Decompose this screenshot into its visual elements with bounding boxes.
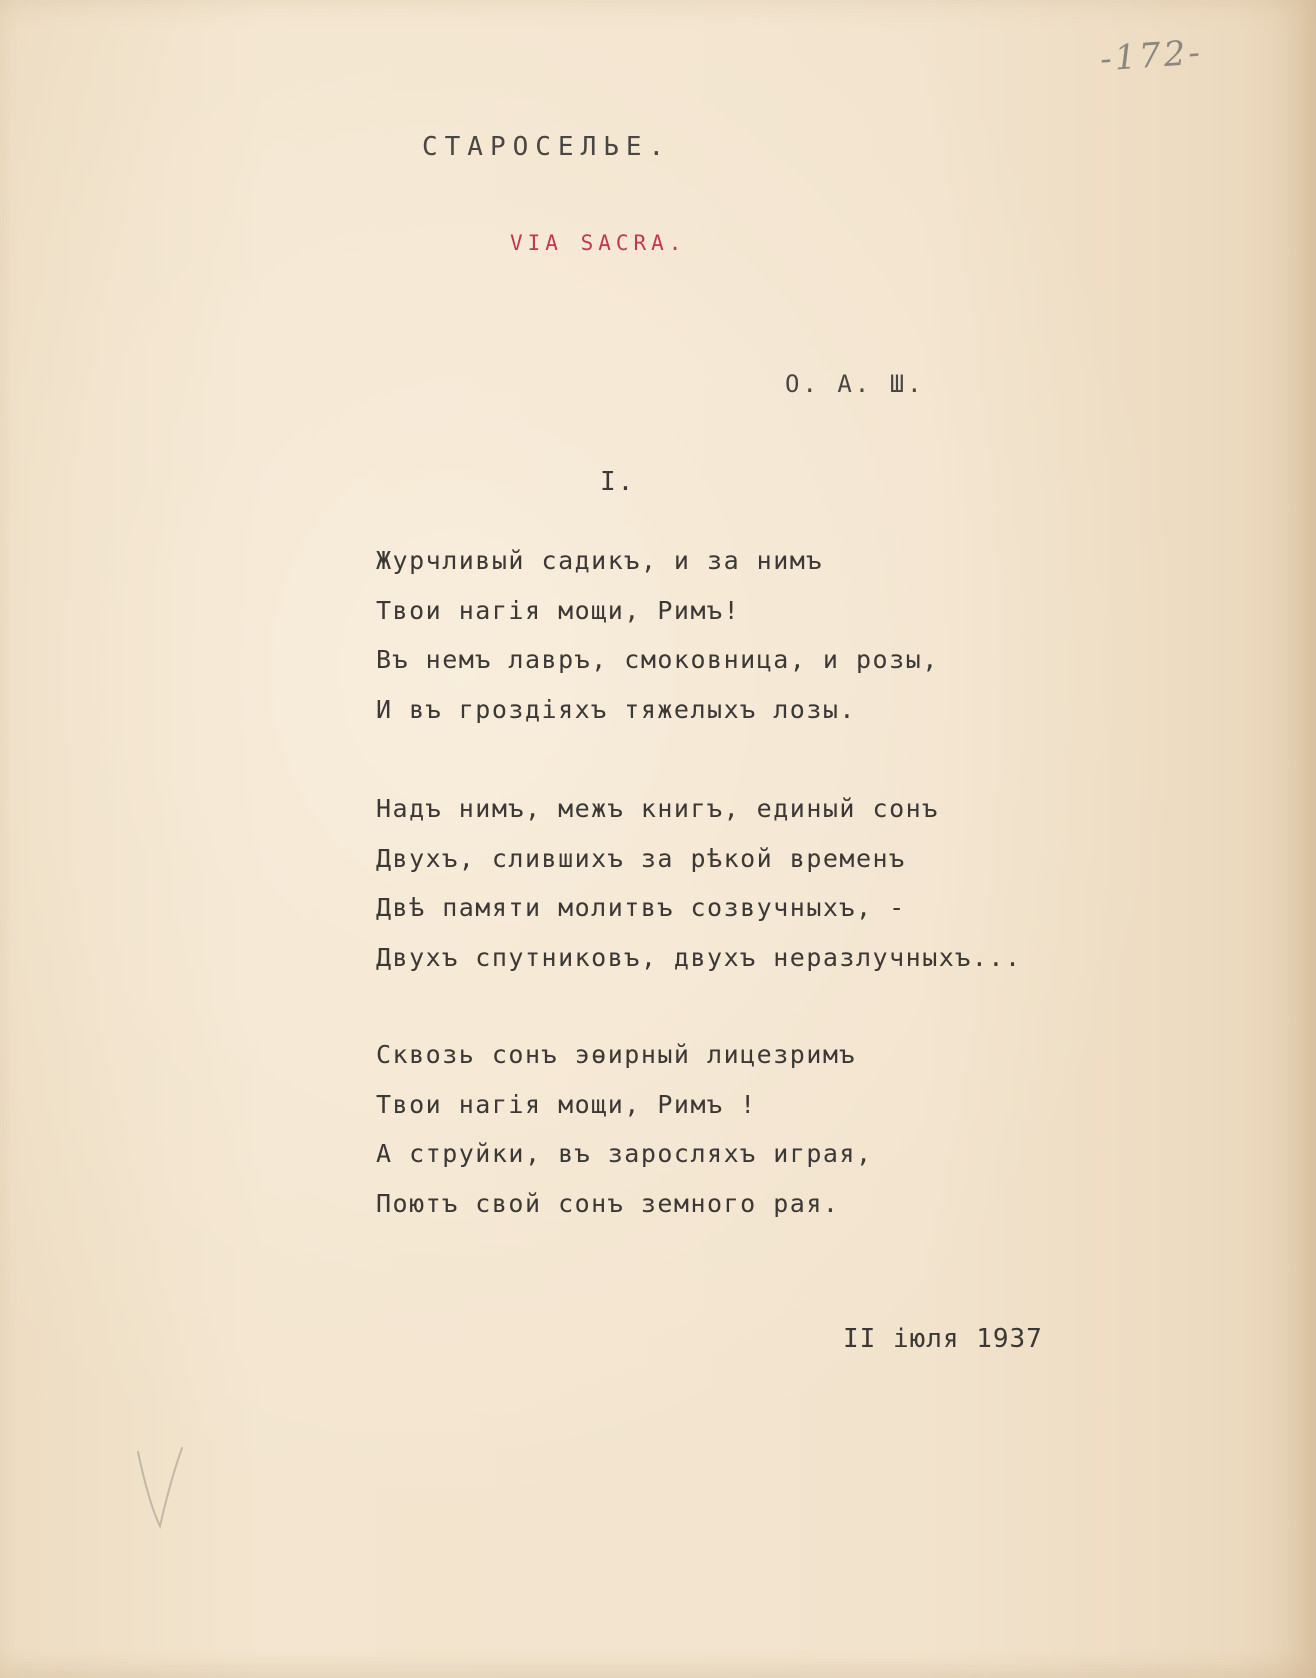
verse-line: Сквозь сонъ эѳирный лицезримъ <box>376 1040 856 1069</box>
poem-date: II іюля 1937 <box>843 1324 1043 1354</box>
verse-line: Твои нагія мощи, Римъ! <box>376 595 741 625</box>
poem-title: СТАРОСЕЛЬЕ. <box>422 132 672 162</box>
verse-line: Въ немъ лавръ, смоковница, и розы, <box>376 645 939 674</box>
verse-line: А струйки, въ заросляхъ играя, <box>376 1139 873 1168</box>
archive-page-number: -172- <box>1098 32 1205 80</box>
verse-line: Двухъ, слившихъ за рѣкой временъ <box>376 843 906 873</box>
section-number: I. <box>600 467 636 497</box>
stanza-3 <box>376 1030 873 1228</box>
verse-line: И въ гроздіяхъ тяжелыхъ лозы. <box>376 694 856 724</box>
verse-line: Двѣ памяти молитвъ созвучныхъ, - <box>376 893 906 922</box>
stanza-1 <box>376 536 939 734</box>
poem-subtitle: VIA SACRA. <box>510 231 687 255</box>
verse-line: Твои нагія мощи, Римъ ! <box>376 1089 757 1119</box>
verse-line: Двухъ спутниковъ, двухъ неразлучныхъ... <box>376 942 1022 972</box>
stanza-2 <box>376 784 1022 982</box>
dedication: О. А. Ш. <box>785 370 925 398</box>
verse-line: Журчливый садикъ, и за нимъ <box>376 546 823 575</box>
verse-line: Надъ нимъ, межъ книгъ, единый сонъ <box>376 794 939 823</box>
pencil-check-icon <box>130 1440 190 1540</box>
verse-line: Поютъ свой сонъ земного рая. <box>376 1188 840 1218</box>
